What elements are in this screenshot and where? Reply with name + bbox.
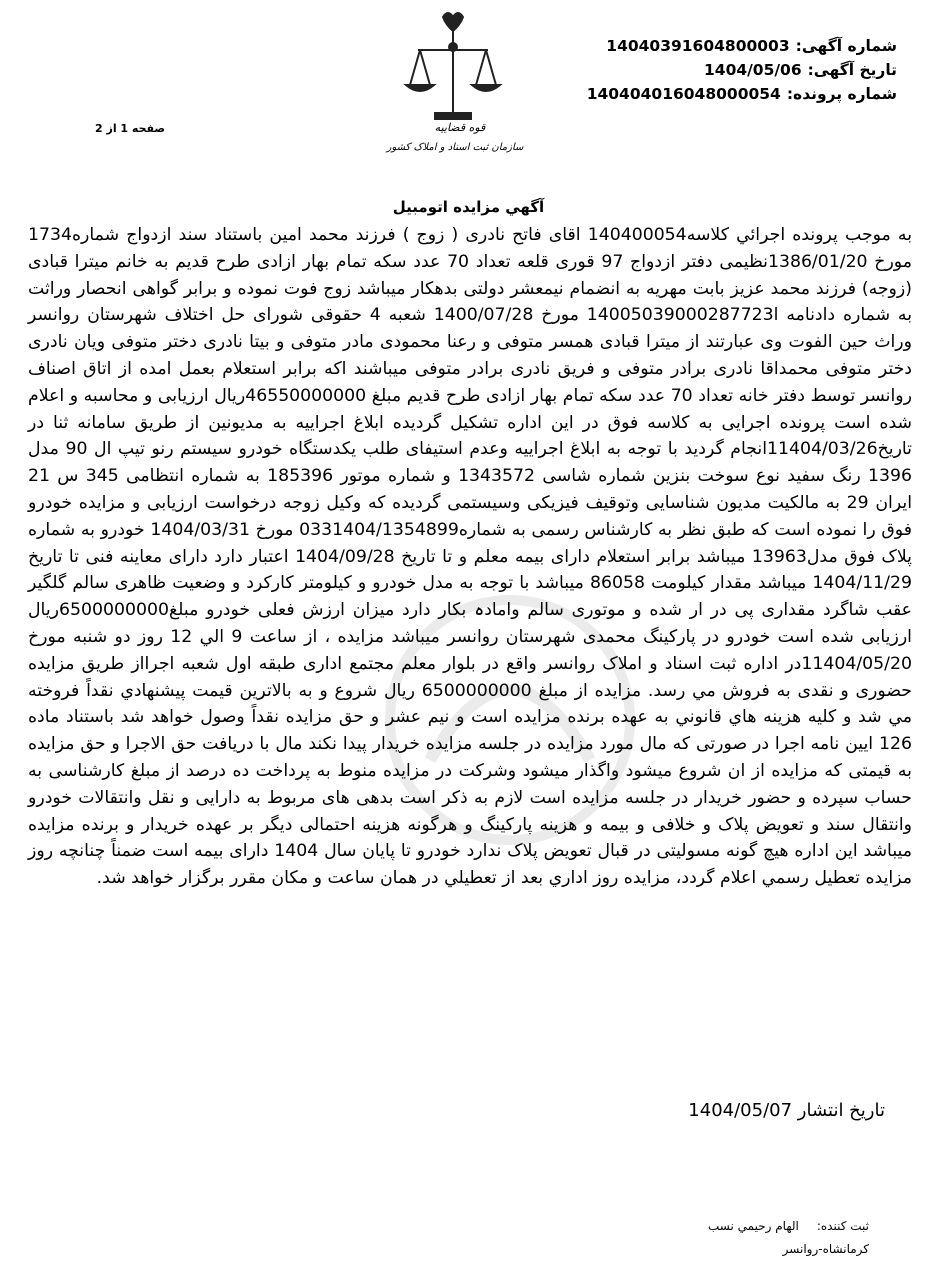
judiciary-emblem <box>370 5 540 165</box>
ad-date-label: تاریخ آگهی: <box>807 61 897 79</box>
ad-number-row <box>537 34 897 58</box>
ad-number-label: شماره آگهی: <box>795 37 897 55</box>
notice-body: به موجب پرونده اجرائي كلاسه140400054 اقای فاتح نادری ( زوج ) فرزند محمد امین باستناد سند ازدواج شماره1734 مورخ 1386/01/20نظیمی دفتر ازدواج 97 قوری قلعه تعداد 70 عدد سکه تمام بهار ازادی طرح قدیم به خانم میترا قبادی (زوجه) فرزند محمد عزیز بابت مهریه به انضمام نیمعشر دولتی بدهکار میباشد زوج فوت نموده و برابر گواهی انحصار وراثت به شماره دادنامه 14005039000287723l مورخ 1400/07/28 شعبه 4 حقوقی شورای حل اختلاف شهرستان روانسر وراث حین الفوت وی عبارتند از میترا قبادی همسر متوفی و رعنا محمودی مادر متوفی و بیتا نادری دختر متوفی ویان نادری دختر متوفی محمداقا نادری برادر متوفی و فریق نادری برادر متوفی میباشند اکه برابر استعلام بعمل امده از اتاق اصناف روانسر توسط دفتر خانه تعداد 70 عدد سکه تمام بهار ازادی طرح قدیم مبلغ 46550000000ریال ارزیابی و محاسبه و اعلام شده است پرونده اجرایی به کلاسه فوق در این اداره تشکیل گردیده ابلاغ اجراییه به مدیونین از طریق سامانه ثنا در تاریخ11404/03/26انجام گردید با توجه به ابلاغ اجراییه وعدم استیفای طلب یکدستگاه خودرو سیستم رنو تیپ ال 90 مدل 1396 رنگ سفید نوع سوخت بنزین شماره شاسی 1343572 و شماره موتور 185396 به شماره انتظامی 345 س 21 ایران 29 به مالکیت مدیون شناسایی وتوقیف فیزیکی وسیستمی گردیده که وکیل زوجه درخواست ارزیابی و مزایده خودرو فوق را نموده است که طبق نظر به کارشناس رسمی به شماره0331404/1354899 مورخ 1404/03/31 خودرو به شماره پلاک فوق مدل13963 میباشد برابر استعلام دارای بیمه معلم و تا تاریخ 1404/09/28 اعتبار دارد دارای معاینه فنی تا تاریخ 1404/11/29 میباشد مقدار کیلومت 86058 میباشد با توجه به مدل خودرو و کیلومتر کارکرد و وضعیت ظاهری سالم گلگیر عقب شاگرد مقداری پی در ار شده و موتوری سالم وامادہ بکار دارد میزان ارزش فعلی خودرو مبلغ6500000000ریال ارزیابی شده است خودرو در پارکینگ محمدی شهرستان روانسر میباشد مزايده ، از ساعت 9 الي 12 روز دو شنبه مورخ 11404/05/20در اداره ثبت اسناد و املاک روانسر واقع در بلوار معلم مجتمع اداری طبقه اول شعبه اجرااز طریق مزایده حضوری و نقدی به فروش مي رسد. مزايده از مبلغ 6500000000 ريال شروع و به بالاترين قيمت پيشنهادي نقداً فروخته مي شد و كليه هزينه هاي قانوني به عهده برنده مزايده است و نيم عشر و حق مزايده نقداً وصول خواهد شد باستناد ماده 126 ایین نامه اجرا در صورتی که مال مورد مزایده در جلسه مزایده خریدار پیدا نکند مال با دریافت حق الاجرا و حق مزایده به قیمتی که مزایده از ان شروع میشود واگذار میشود وشرکت در مزایده منوط به پرداخت ده درصد از مبلغ کارشناسی به حساب سپرده و حضور خریدار در جلسه مزایده است لازم به ذکر است بدهی های مربوط به دارایی و نقل وانتقالات خودرو وانتقال سند و تعویض پلاک و خلافی و بیمه و هزینه پارکینگ و هرگونه هزینه احتمالی دیگر بر عهده خریدار و برنده مزایده میباشد این اداره هیچ گونه مسولیتی در قبال تعویض پلاک ندارد خودرو تا پایان سال 1404 دارای بیمه است ضمناً چنانچه روز مزايده تعطيل رسمي اعلام گردد، مزايده روز اداري بعد از تعطيلي در همان ساعت و مكان مقرر برگزار خواهد شد. <box>28 225 913 889</box>
ad-metadata <box>537 34 897 106</box>
publish-date: 1404/05/07 <box>688 1100 793 1121</box>
case-number-label: شماره پرونده: <box>786 85 897 103</box>
emblem-line-2: سازمان ثبت اسناد و املاک کشور <box>386 142 524 153</box>
ad-number: 14040391604800003 <box>606 37 790 55</box>
registrar-row <box>708 1215 869 1238</box>
ad-date-row <box>537 58 897 82</box>
scales-of-justice-icon <box>370 5 540 165</box>
registrar-name: الهام رحيمي نسب <box>708 1219 799 1233</box>
ad-date: 1404/05/06 <box>704 61 802 79</box>
registrar-label: ثبت کننده: <box>816 1219 869 1233</box>
publish-date-line <box>688 1100 885 1121</box>
location: کرمانشاه-روانسر <box>782 1242 869 1256</box>
page-indicator: صفحه 1 از 2 <box>95 122 166 135</box>
case-number: 140404016048000054 <box>586 85 781 103</box>
registrar-block <box>708 1215 869 1261</box>
publish-label: تاریخ انتشار <box>797 1100 885 1121</box>
case-number-row <box>537 82 897 106</box>
notice-title: آگهي مزايده اتومبيل <box>392 198 545 216</box>
emblem-line-1: قوه قضاییه <box>434 121 486 134</box>
